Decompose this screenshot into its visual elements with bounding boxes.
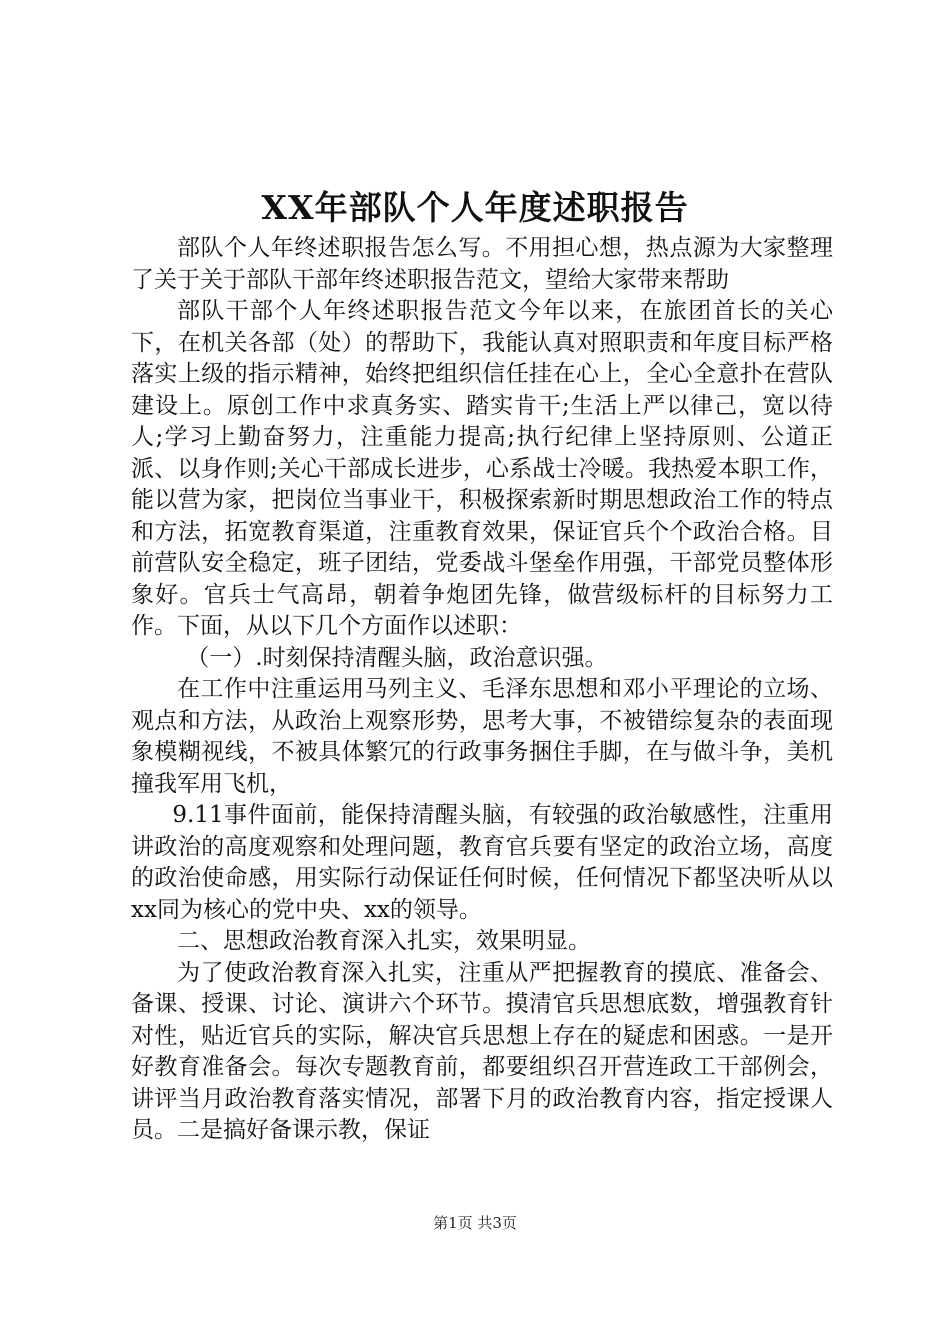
paragraph: 在工作中注重运用马列主义、毛泽东思想和邓小平理论的立场、观点和方法，从政治上观察形势，思考大事，不被错综复杂的表面现象模糊视线，不被具体繁冗的行政事务捆住手脚，在与做斗争，美机撞我军用飞机，: [131, 676, 833, 797]
page-number-footer: 第1页 共3页: [433, 1214, 517, 1232]
document-body: [131, 233, 833, 1147]
section-heading: 二、思想政治教育深入扎实，效果明显。: [177, 928, 591, 954]
paragraph: 9.11事件面前，能保持清醒头脑，有较强的政治敏感性，注重用讲政治的高度观察和处理问题，教育官兵要有坚定的政治立场，高度的政治使命感，用实际行动保证任何时候，任何情况下都坚决听从以xx同为核心的党中央、xx的领导。: [131, 802, 833, 923]
document-title: XX年部队个人年度述职报告: [261, 188, 689, 227]
paragraph: （一）.时刻保持清醒头脑，政治意识强。: [186, 644, 608, 671]
paragraph: 部队干部个人年终述职报告范文今年以来，在旅团首长的关心下，在机关各部（处）的帮助下，我能认真对照职责和年度目标严格落实上级的指示精神，始终把组织信任挂在心上，全心全意扑在营队建设上。原创工作中求真务实、踏实肯干;生活上严以律己，宽以待人;学习上勤奋努力，注重能力提高;执行纪律上坚持原则、公道正派、以身作则;关心干部成长进步，心系战士冷暖。我热爱本职工作，能以营为家，把岗位当事业干，积极探索新时期思想政治工作的特点和方法，拓宽教育渠道，注重教育效果，保证官兵个个政治合格。目前营队安全稳定，班子团结，党委战斗堡垒作用强，干部党员整体形象好。官兵士气高昂，朝着争炮团先锋，做营级标杆的目标努力工作。下面，从以下几个方面作以述职：: [131, 298, 833, 639]
paragraph: 为了使政治教育深入扎实，注重从严把握教育的摸底、准备会、备课、授课、讨论、演讲六个环节。摸清官兵思想底数，增强教育针对性，贴近官兵的实际，解决官兵思想上存在的疑虑和困惑。一是开好教育准备会。每次专题教育前，都要组织召开营连政工干部例会，讲评当月政治教育落实情况，部署下月的政治教育内容，指定授课人员。二是搞好备课示教，保证: [131, 959, 833, 1143]
paragraph: 部队个人年终述职报告怎么写。不用担心想，热点源为大家整理了关于关于部队干部年终述职报告范文，望给大家带来帮助: [131, 235, 833, 293]
